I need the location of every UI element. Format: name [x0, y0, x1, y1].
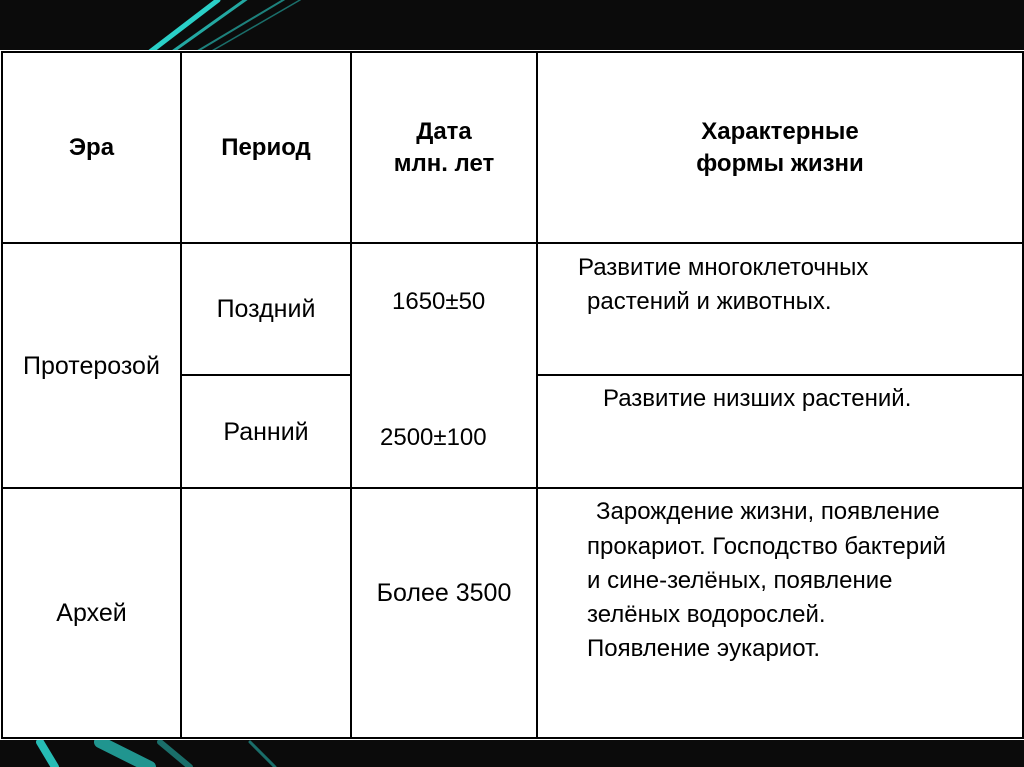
era-archean-label: Архей: [56, 599, 127, 627]
header-period: [181, 52, 351, 243]
header-period-label: Период: [221, 133, 311, 161]
era-proterozoic: [2, 243, 181, 488]
forms-archean-line2: прокариот. Господство бактерий: [587, 533, 946, 560]
header-date-line1: Дата: [416, 117, 472, 145]
era-proterozoic-label: Протерозой: [23, 351, 160, 380]
period-late-label: Поздний: [216, 295, 316, 323]
forms-early: Развитие низших растений.: [603, 385, 912, 412]
forms-archean-line3: и сине-зелёных, появление: [587, 567, 893, 594]
header-forms-line2: формы жизни: [696, 149, 864, 177]
period-archean-empty: [181, 488, 351, 738]
period-late: [181, 243, 351, 375]
forms-late-line1: Развитие многоклеточных: [578, 254, 869, 281]
header-date: [351, 52, 537, 243]
date-early: 2500±100: [380, 424, 487, 451]
header-forms-line1: Характерные: [701, 117, 859, 145]
era-archean: [2, 488, 181, 738]
date-late: 1650±50: [392, 288, 486, 315]
forms-archean-line1: Зарождение жизни, появление: [596, 498, 940, 525]
header-forms: [537, 52, 1023, 243]
date-archean: [351, 488, 537, 698]
period-early-label: Ранний: [223, 417, 309, 446]
table-sheet: [0, 50, 1024, 740]
date-archean-label: Более 3500: [376, 579, 512, 607]
period-early: [181, 375, 351, 488]
forms-archean-line5: Появление эукариот.: [587, 635, 821, 662]
forms-late-line2: растений и животных.: [587, 288, 832, 315]
forms-archean-line4: зелёных водорослей.: [587, 601, 826, 628]
header-era: [2, 52, 181, 243]
header-date-line2: млн. лет: [393, 149, 495, 177]
header-era-label: Эра: [68, 133, 115, 161]
